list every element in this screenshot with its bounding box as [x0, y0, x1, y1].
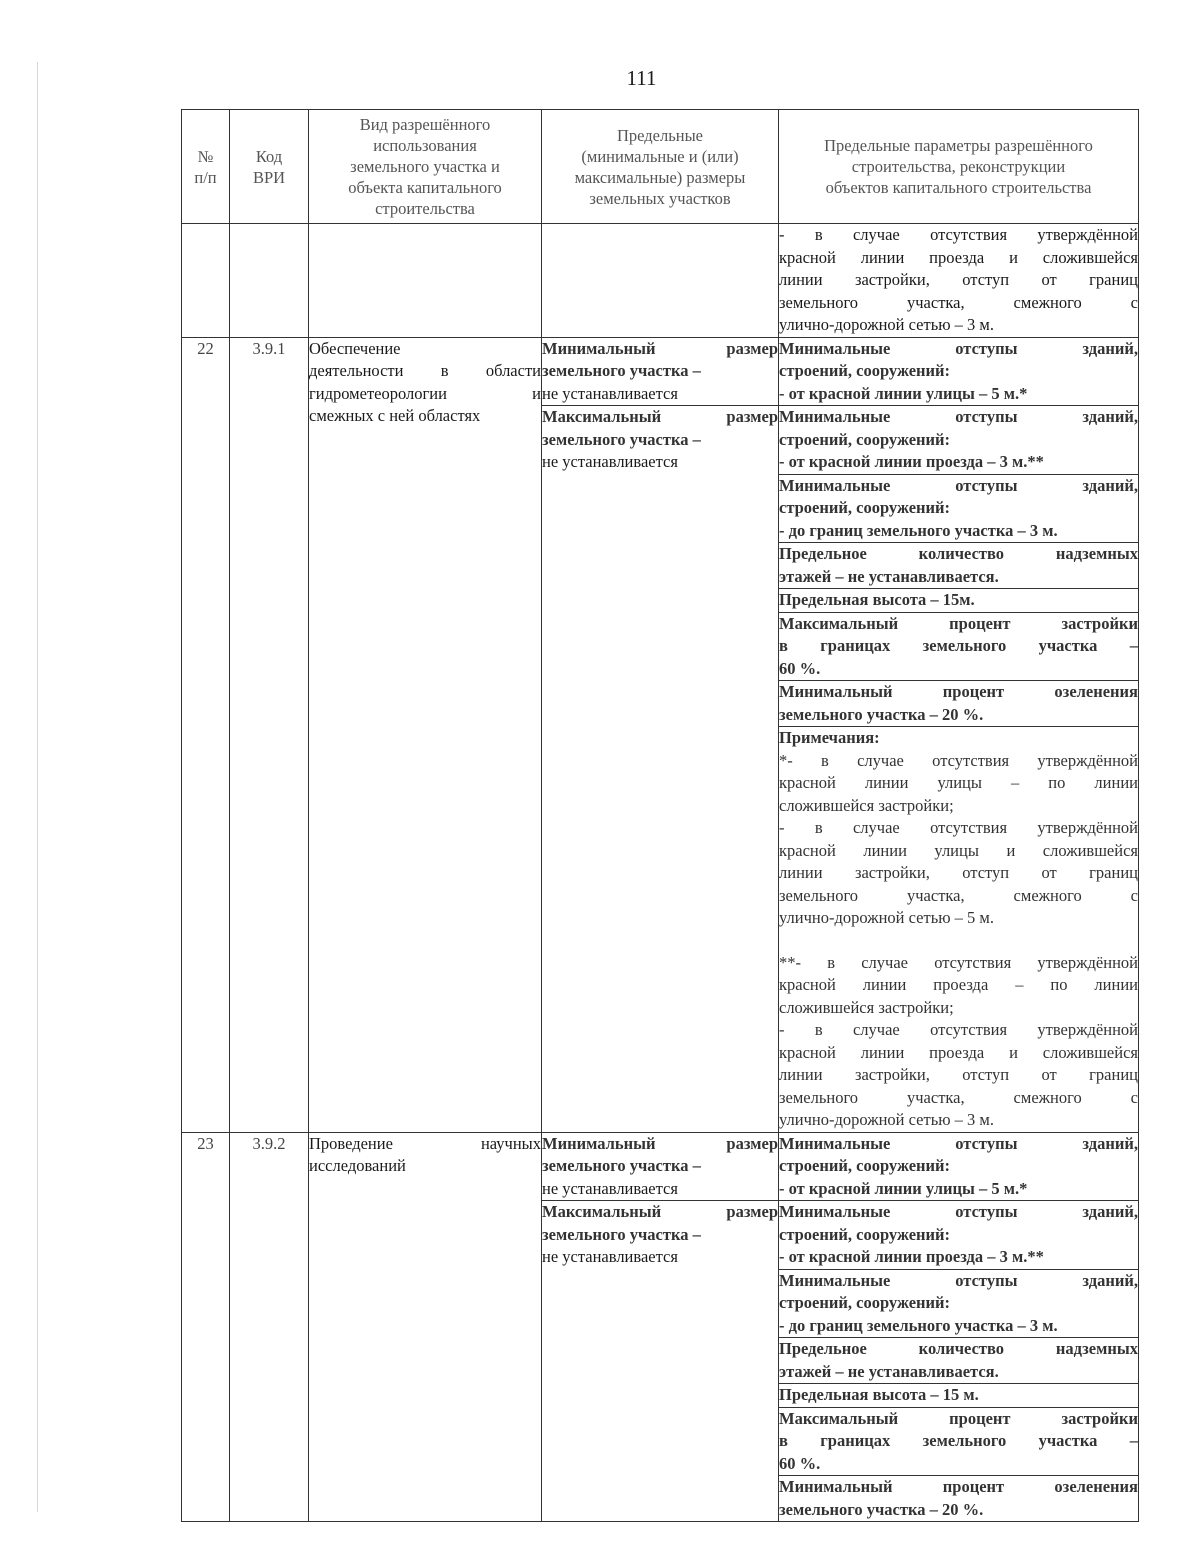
param-setback-boundary: Минимальные отступы зданий, строений, сооружений: - до границ земельного участка – 3 м.: [779, 474, 1139, 543]
param-setback-boundary: Минимальные отступы зданий, строений, сооружений: - до границ земельного участка – 3 м.: [779, 1269, 1139, 1338]
param-floors: Предельное количество надземных этажей – не устанавливается.: [779, 543, 1139, 589]
notes: Примечания: *- в случае отсутствия утверждённой красной линии улицы – по линии сложившейся застройки; - в случае отсутствия утверждённой красной линии улицы и сложившейся линии застройки, отступ от границ земельного участка, смежного с улично-дорожной сетью – 5 м. **- в случае отсутствия утверждённой красной линии проезда – по линии сложившейся застройки; - в случае отсутствия утверждённой красной линии проезда и сложившейся линии застройки, отступ от границ земельного участка, смежного с улично-дорожной сетью – 3 м.: [779, 727, 1139, 1133]
size-max: Максимальный размер земельного участка – не устанавливается: [542, 406, 779, 1133]
row-code: 3.9.2: [230, 1132, 309, 1522]
param-min-greenery: Минимальный процент озеленения земельного участка – 20 %.: [779, 681, 1139, 727]
row-number: 23: [182, 1132, 230, 1522]
table-row-22: [182, 337, 1139, 406]
param-setback-street: Минимальные отступы зданий, строений, сооружений: - от красной линии улицы – 5 м.*: [779, 337, 1139, 406]
param-setback-driveway: Минимальные отступы зданий, строений, сооружений: - от красной линии проезда – 3 м.**: [779, 406, 1139, 475]
param-setback-driveway: Минимальные отступы зданий, строений, сооружений: - от красной линии проезда – 3 м.**: [779, 1201, 1139, 1270]
continuation-param: - в случае отсутствия утверждённой красной линии проезда и сложившейся линии застройки, отступ от границ земельного участка, смежного с улично-дорожной сетью – 3 м.: [779, 224, 1139, 338]
size-max: Максимальный размер земельного участка – не устанавливается: [542, 1201, 779, 1522]
cell-size: [542, 224, 779, 338]
cell-code: [230, 224, 309, 338]
row-use-type: Обеспечение деятельности в области гидрометеорологии и смежных с ней областях: [309, 337, 542, 1132]
cell-num: [182, 224, 230, 338]
row-use-type: Проведение научных исследований: [309, 1132, 542, 1522]
cell-use: [309, 224, 542, 338]
header-num: № п/п: [182, 110, 230, 224]
header-size: Предельные (минимальные и (или) максимальные) размеры земельных участков: [542, 110, 779, 224]
header-code: Код ВРИ: [230, 110, 309, 224]
param-max-coverage: Максимальный процент застройки в границах земельного участка – 60 %.: [779, 1407, 1139, 1476]
size-min: Минимальный размер земельного участка – не устанавливается: [542, 337, 779, 406]
zoning-table: [181, 109, 1139, 1522]
header-params: Предельные параметры разрешённого строительства, реконструкции объектов капитального строительства: [779, 110, 1139, 224]
scan-edge-line: [37, 62, 38, 1512]
param-height: Предельная высота – 15м.: [779, 589, 1139, 613]
param-floors: Предельное количество надземных этажей – не устанавливается.: [779, 1338, 1139, 1384]
param-height: Предельная высота – 15 м.: [779, 1384, 1139, 1408]
param-max-coverage: Максимальный процент застройки в границах земельного участка – 60 %.: [779, 612, 1139, 681]
header-use: Вид разрешённого использования земельного участка и объекта капитального строительства: [309, 110, 542, 224]
size-min: Минимальный размер земельного участка – не устанавливается: [542, 1132, 779, 1201]
notes-title: Примечания:: [779, 728, 880, 747]
param-setback-street: Минимальные отступы зданий, строений, сооружений: - от красной линии улицы – 5 м.*: [779, 1132, 1139, 1201]
table-row-23: [182, 1132, 1139, 1201]
row-number: 22: [182, 337, 230, 1132]
page-number: 111: [626, 66, 657, 90]
param-min-greenery: Минимальный процент озеленения земельного участка – 20 %.: [779, 1476, 1139, 1522]
table-row-continuation: [182, 224, 1139, 338]
table-header-row: [182, 110, 1139, 224]
row-code: 3.9.1: [230, 337, 309, 1132]
